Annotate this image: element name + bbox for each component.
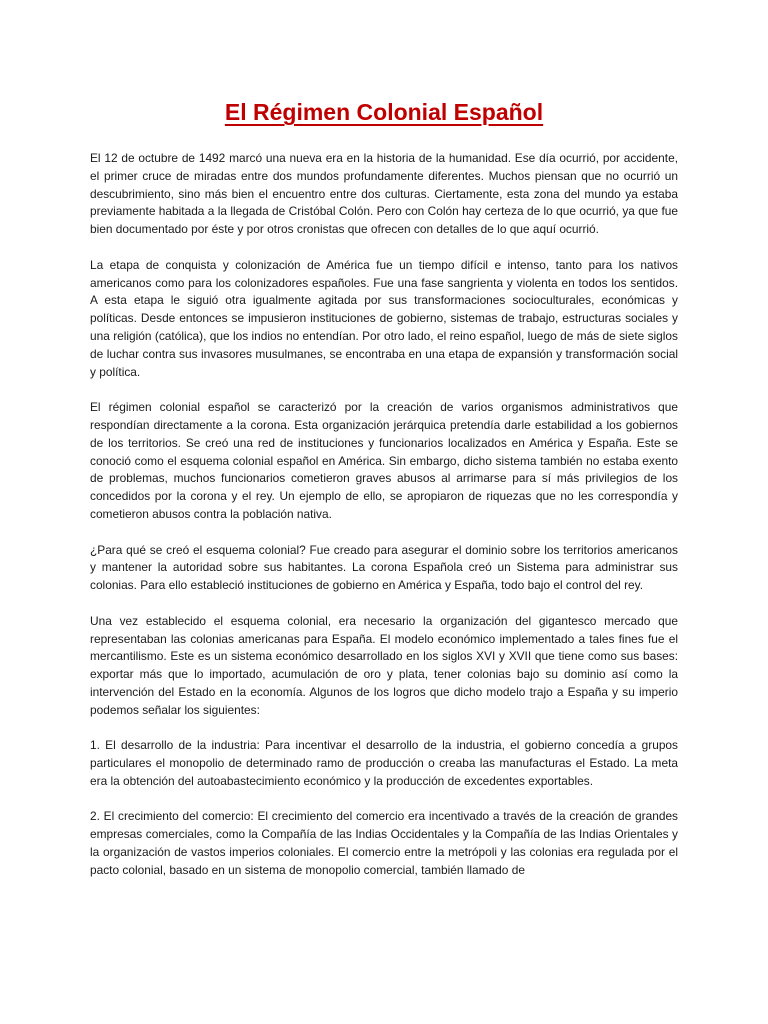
page-title: El Régimen Colonial Español: [224, 99, 544, 125]
paragraph-2: La etapa de conquista y colonización de América fue un tiempo difícil e intenso, tanto para los nativos americanos como para los colonizadores españoles. Fue una fase sangrienta y violenta en todos los sentidos. A esta etapa le siguió otra igualmente agitada por sus transformaciones socioculturales, económicas y políticas. Desde entonces se impusieron instituciones de gobierno, sistemas de trabajo, estructuras sociales y una religión (católica), que los indios no entendían. Por otro lado, el reino español, luego de más de siete siglos de luchar contra sus invasores musulmanes, se encontraba en una etapa de expansión y transformación social y política.: [90, 257, 678, 379]
paragraph-3: El régimen colonial español se caracterizó por la creación de varios organismos administrativos que respondían directamente a la corona. Esta organización jerárquica pretendía darle estabilidad a los gobiernos de los territorios. Se creó una red de instituciones y funcionarios localizados en América y España. Este se conoció como el esquema colonial español en América. Sin embargo, dicho sistema también no estaba exento de problemas, muchos funcionarios cometieron graves abusos al arrimarse para sí más privilegios de los concedidos por la corona y el rey. Un ejemplo de ello, se apropiaron de riquezas que no les correspondía y cometieron abusos contra la población nativa.: [90, 400, 678, 521]
list-item-1: 1. El desarrollo de la industria: Para incentivar el desarrollo de la industria, el gobierno concedía a grupos particulares el monopolio de determinado ramo de producción o creaba las manufacturas el Estado. La meta era la obtención del autoabastecimiento económico y la producción de excedentes exportables.: [90, 738, 678, 788]
document-body: [90, 150, 678, 897]
paragraph-4: ¿Para qué se creó el esquema colonial? Fue creado para asegurar el dominio sobre los territorios americanos y mantener la autoridad sobre sus habitantes. La corona Española creó un Sistema para administrar sus colonias. Para ello estableció instituciones de gobierno en América y España, todo bajo el control del rey.: [90, 542, 678, 593]
list-item-2: 2. El crecimiento del comercio: El crecimiento del comercio era incentivado a través de la creación de grandes empresas comerciales, como la Compañía de las Indias Occidentales y la Compañía de las Indias Orientales y la organización de vastos imperios coloniales. El comercio entre la metrópoli y las colonias era regulada por el pacto colonial, basado en un sistema de monopolio comercial, también llamado de: [90, 809, 678, 877]
paragraph-5: Una vez establecido el esquema colonial, era necesario la organización del gigantesco mercado que representaban las colonias americanas para España. El modelo económico implementado a tales fines fue el mercantilismo. Este es un sistema económico desarrollado en los siglos XVI y XVII que tiene como sus bases: exportar más que lo importado, acumulación de oro y plata, tener colonias bajo su dominio así como la intervención del Estado en la economía. Algunos de los logros que dicho modelo trajo a España y su imperio podemos señalar los siguientes:: [90, 613, 678, 717]
paragraph-1: El 12 de octubre de 1492 marcó una nueva era en la historia de la humanidad. Ese día ocurrió, por accidente, el primer cruce de miradas entre dos mundos profundamente diferentes. Muchos piensan que no ocurrió un descubrimiento, sino más bien el encuentro entre dos culturas. Ciertamente, esta zona del mundo ya estaba previamente habitada a la llegada de Cristóbal Colón. Pero con Colón hay certeza de lo que ocurrió, ya que fue bien documentado por éste y por otros cronistas que ofrecen con detalles de lo que aquí ocurrió.: [90, 151, 678, 237]
